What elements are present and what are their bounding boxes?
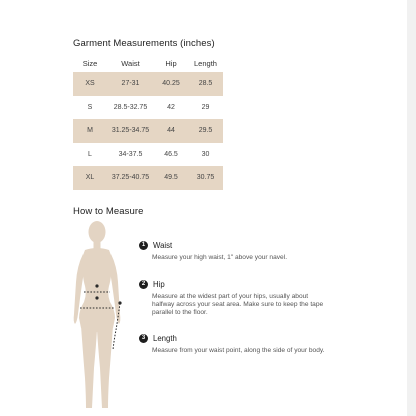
cell-size: XL bbox=[73, 166, 107, 190]
header-size: Size bbox=[82, 59, 98, 68]
step-description: Measure at the widest part of your hips, usually about halfway across your seat area. Make sure to keep the tape parallel to the floor. bbox=[152, 293, 324, 317]
step-label: Waist bbox=[153, 241, 173, 250]
step-description: Measure your high waist, 1" above your navel. bbox=[152, 254, 288, 261]
step-description: Measure from your waist point, along the side of your body. bbox=[152, 347, 325, 354]
figure-left-leg bbox=[81, 326, 97, 408]
cell-length: 29 bbox=[201, 103, 210, 111]
figure-right-leg bbox=[97, 326, 113, 408]
cell-size: S bbox=[87, 103, 93, 111]
step-number-badge: 1 bbox=[139, 241, 148, 250]
body-figure-illustration bbox=[66, 218, 132, 414]
cell-waist: 34-37.5 bbox=[118, 150, 143, 158]
cell-waist: 27-31 bbox=[107, 72, 154, 96]
step-label: Hip bbox=[153, 280, 165, 289]
header-length: Length bbox=[194, 59, 217, 68]
cell-size: M bbox=[73, 119, 107, 143]
cell-size: XS bbox=[73, 72, 107, 96]
waist-point-marker bbox=[95, 284, 98, 287]
table-row bbox=[73, 166, 223, 190]
size-table bbox=[73, 55, 223, 190]
header-waist: Waist bbox=[121, 59, 140, 68]
hip-point-marker bbox=[95, 296, 98, 299]
step-number-badge: 3 bbox=[139, 334, 148, 343]
step-number-badge: 2 bbox=[139, 280, 148, 289]
cell-waist: 31.25-34.75 bbox=[107, 119, 154, 143]
cell-hip: 42 bbox=[167, 103, 175, 111]
page-scrollbar[interactable] bbox=[407, 0, 416, 416]
cell-hip: 40.25 bbox=[154, 72, 188, 96]
how-to-measure-title: How to Measure bbox=[73, 206, 144, 217]
header-hip: Hip bbox=[165, 59, 177, 68]
cell-waist: 37.25-40.75 bbox=[107, 166, 154, 190]
table-row bbox=[73, 119, 223, 143]
size-table-header-row bbox=[73, 55, 223, 72]
cell-waist: 28.5-32.75 bbox=[113, 103, 148, 111]
cell-length: 30.75 bbox=[188, 166, 223, 190]
table-row bbox=[73, 96, 223, 120]
measure-step-waist bbox=[139, 241, 329, 262]
garment-measurements-title: Garment Measurements (inches) bbox=[73, 38, 215, 49]
cell-length: 28.5 bbox=[188, 72, 223, 96]
step-label: Length bbox=[153, 334, 177, 343]
table-row bbox=[73, 143, 223, 167]
figure-head bbox=[89, 221, 106, 243]
cell-size: L bbox=[88, 150, 92, 158]
measure-step-hip bbox=[139, 280, 329, 317]
measure-step-length bbox=[139, 334, 329, 355]
cell-hip: 46.5 bbox=[164, 150, 178, 158]
table-row bbox=[73, 72, 223, 96]
cell-hip: 49.5 bbox=[154, 166, 188, 190]
figure-neck bbox=[94, 240, 101, 249]
cell-hip: 44 bbox=[154, 119, 188, 143]
cell-length: 29.5 bbox=[188, 119, 223, 143]
cell-length: 30 bbox=[201, 150, 210, 158]
